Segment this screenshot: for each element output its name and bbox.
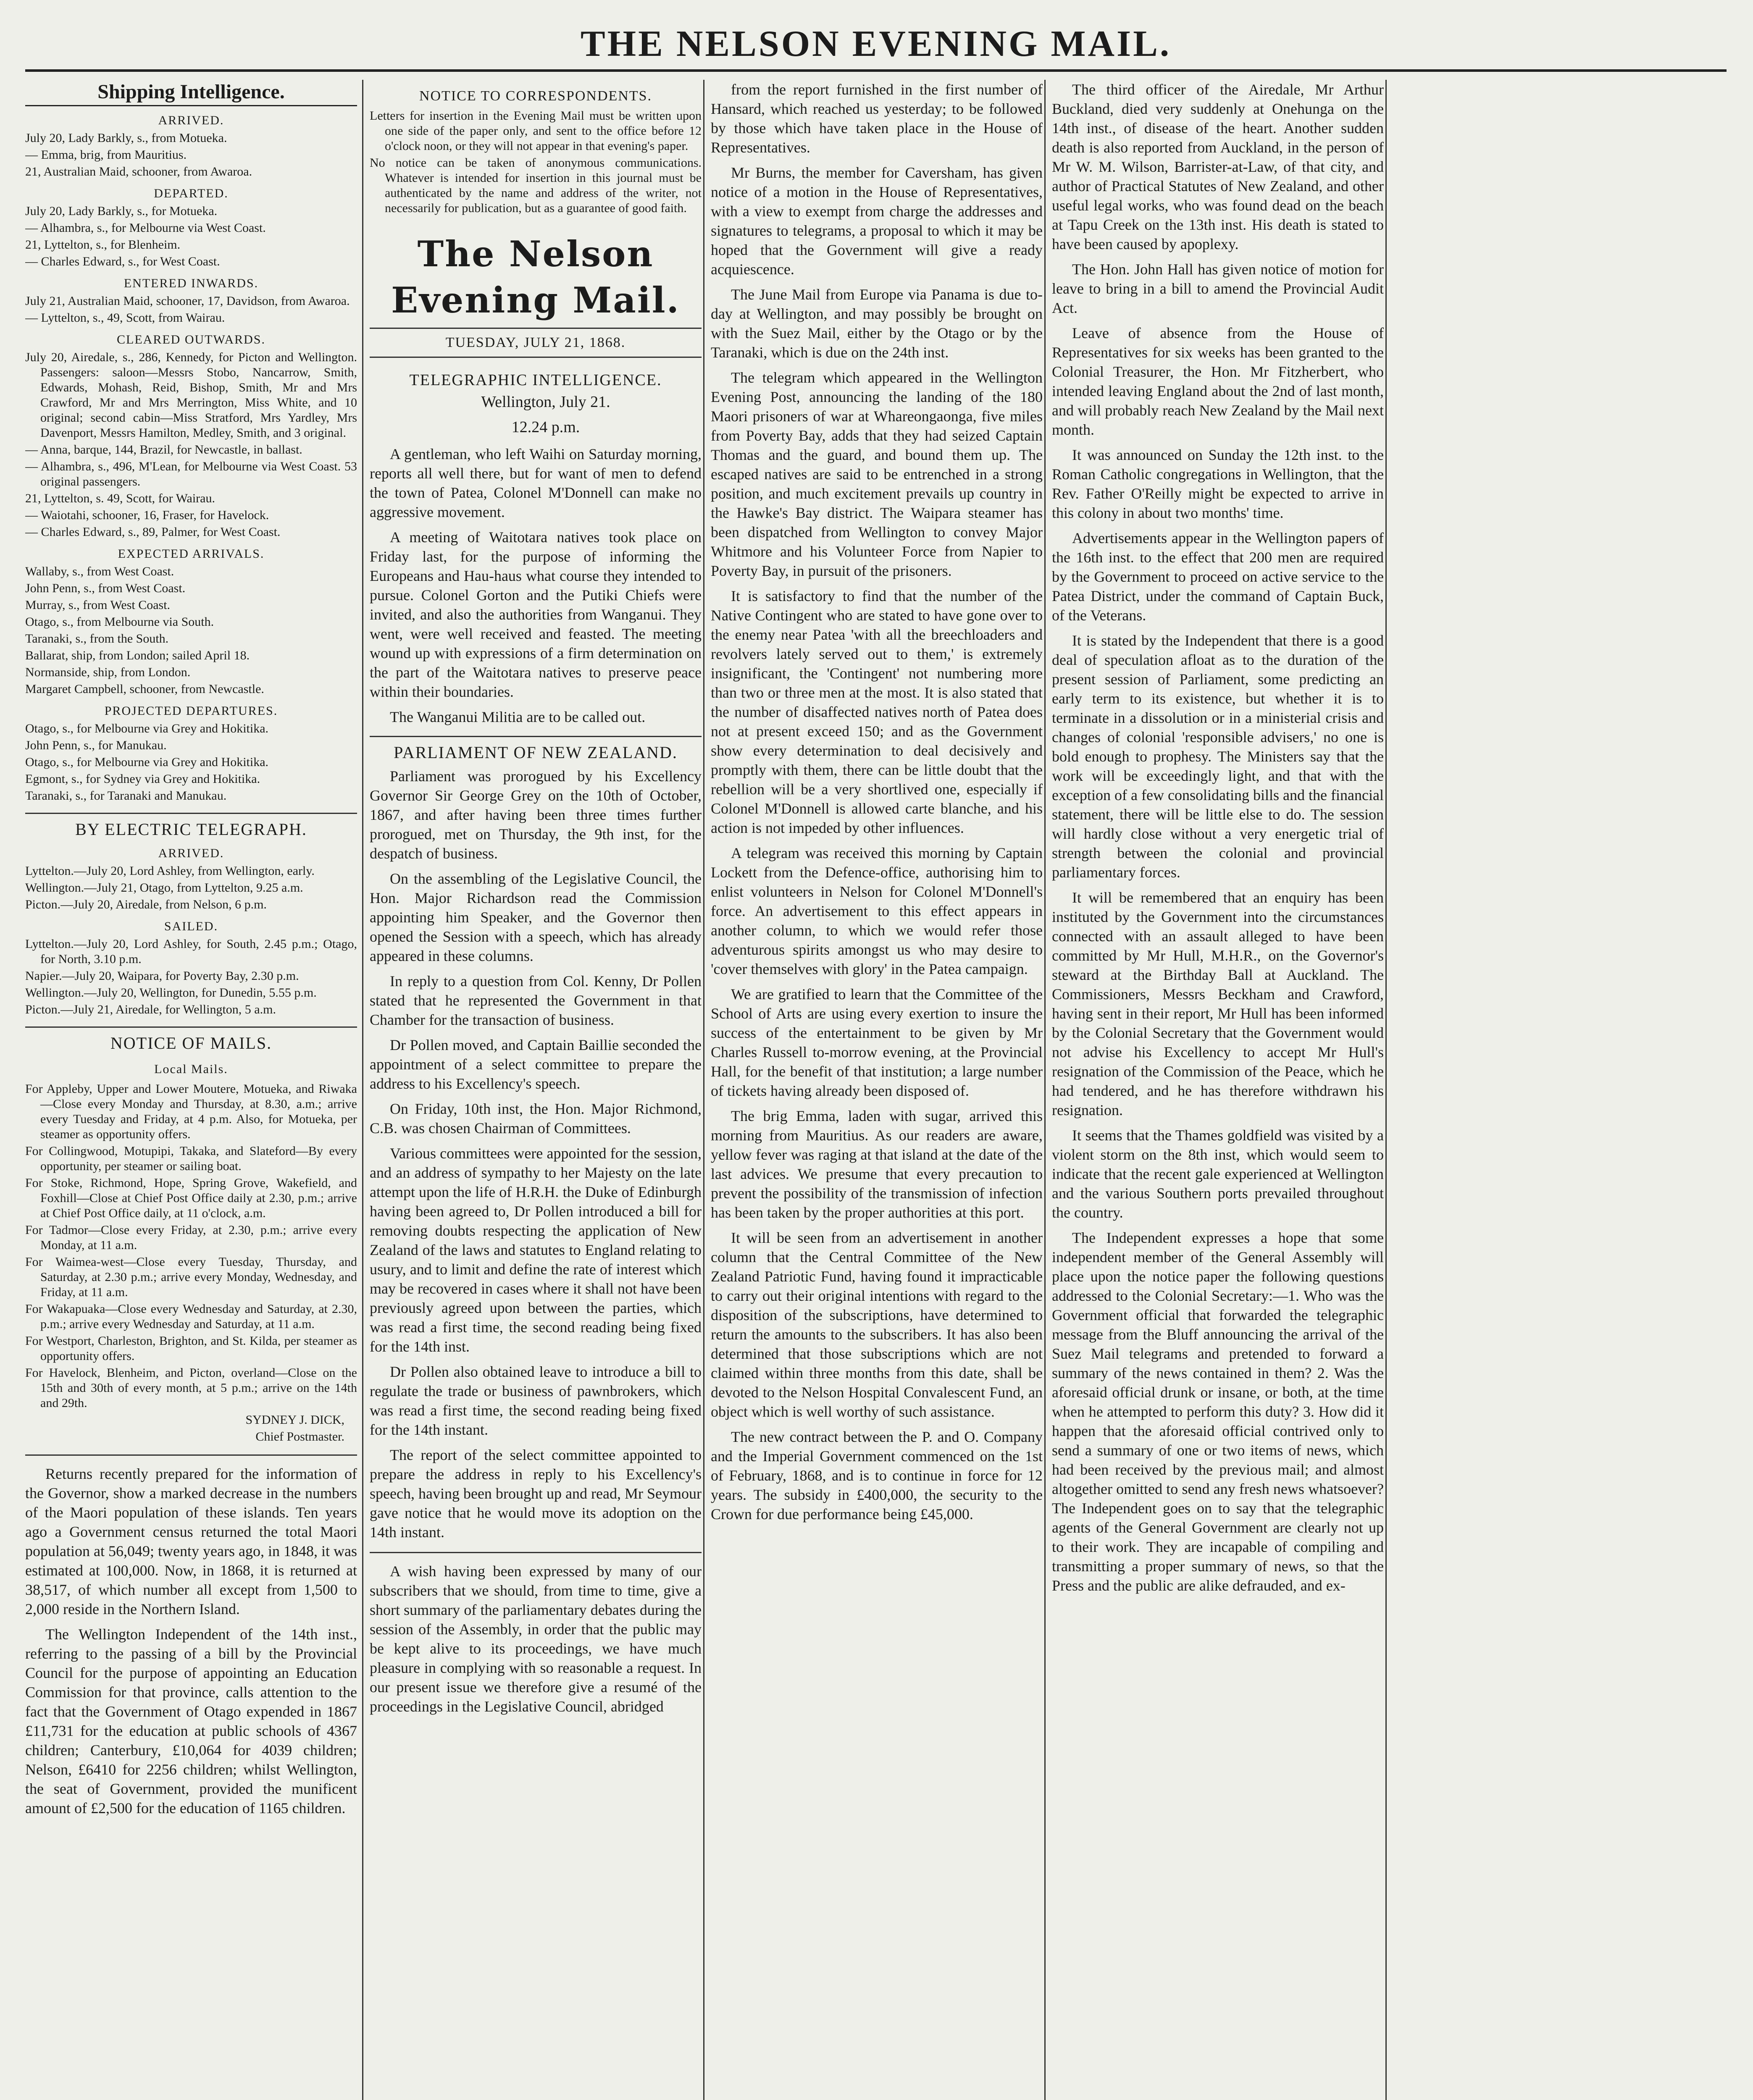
list-item: 21, Australian Maid, schooner, from Awaroa. bbox=[25, 165, 252, 178]
list-item: For Wakapuaka—Close every Wednesday and Saturday, at 2.30, p.m.; arrive every Wednesday and Saturday, at 11 a.m. bbox=[25, 1302, 357, 1331]
column-rule bbox=[1044, 80, 1046, 2100]
article-paragraph: It will be seen from an advertisement in another column that the Central Committee of the New Zealand Patriotic Fund, having found it impracticable to carry out their original intentions with regard to the disposition of the subscriptions, have determined to return the amounts to the subscribers. It has also been determined that those subscriptions which are not claimed within three months from this date, shall be devoted to the Nelson Hospital Convalescent Fund, an object which is well worthy of such assistance. bbox=[711, 1229, 1043, 1420]
list-item: — Charles Edward, s., 89, Palmer, for West Coast. bbox=[25, 525, 281, 539]
mails-list bbox=[25, 1082, 357, 1411]
article-paragraph: It is satisfactory to find that the number of the Native Contingent who are stated to have gone over to the enemy near Patea 'with all the breechloaders and revolvers lately served out to them,' is extremely insignificant, the 'Contingent' not numbering more than two or three men at the most. It is also stated that the number of disaffected natives north of Patea does not at present exceed 150; and as the Government show every determination to deal decisively and promptly with them, there can be little doubt that the rebellion will be a very shortlived one, especially if Colonel M'Donnell is allowed carte blanche, and his action is not impeded by other influences. bbox=[711, 588, 1043, 836]
list-item: Margaret Campbell, schooner, from Newcastle. bbox=[25, 682, 264, 696]
wish-paragraph: A wish having been expressed by many of our subscribers that we should, from time to time, give a short summary of the parliamentary debates during the session of the Assembly, in order that the public may be kept alive to its proceedings, we have much pleasure in complying with so reasonable a request. In our present issue we therefore give a resumé of the proceedings in the Legislative Council, abridged bbox=[370, 1563, 702, 1715]
list-item: Murray, s., from West Coast. bbox=[25, 598, 171, 612]
divider bbox=[25, 1454, 357, 1456]
list-item: — Waiotahi, schooner, 16, Fraser, for Havelock. bbox=[25, 508, 269, 522]
electric-title: BY ELECTRIC TELEGRAPH. bbox=[25, 813, 357, 839]
article-paragraph: It will be remembered that an enquiry has been instituted by the Government into the circumstances connected with an assault alleged to have been committed by Mr Hull, M.H.R., on the Governor's steward at the Birthday Ball at Auckland. The Commissioners, Messrs Beckham and Crawford, having sent in their report, Mr Hull has been informed by the Colonial Secretary that the Government would not advise his Excellency to accept Mr Hull's resignation of the Commission of the Peace, which he had tendered, and he has therefore withdrawn his resignation. bbox=[1052, 889, 1384, 1118]
list-item: Otago, s., for Melbourne via Grey and Hokitika. bbox=[25, 722, 269, 735]
list-item: For Westport, Charleston, Brighton, and St. Kilda, per steamer as opportunity offers. bbox=[25, 1334, 357, 1363]
signature: SYDNEY J. DICK, bbox=[245, 1413, 344, 1427]
section-heading: DEPARTED. bbox=[154, 186, 229, 200]
parliament-title: PARLIAMENT OF NEW ZEALAND. bbox=[370, 736, 702, 762]
telegraphic-body bbox=[370, 444, 702, 727]
list-item: Picton.—July 20, Airedale, from Nelson, 6 p.m. bbox=[25, 898, 267, 911]
list-item: For Stoke, Richmond, Hope, Spring Grove, Wakefield, and Foxhill—Close at Chief Post Office daily at 2.30, p.m.; arrive at Chief Post Office daily, at 11 o'clock, a.m. bbox=[25, 1176, 357, 1220]
notice-title: NOTICE TO CORRESPONDENTS. bbox=[419, 88, 652, 104]
article-paragraph: Returns recently prepared for the information of the Governor, show a marked decrease in the numbers of the Maori population of these islands. Ten years ago a Government census returned the total Maori population at 56,049; twenty years ago, in 1848, it was estimated at 100,000. Now, in 1868, it is returned at 38,517, of which number all except from 1,500 to 2,000 reside in the Northern Island. bbox=[25, 1465, 357, 1617]
list-item: — Emma, brig, from Mauritius. bbox=[25, 148, 187, 162]
list-item: Wallaby, s., from West Coast. bbox=[25, 564, 174, 578]
electric-sections bbox=[25, 846, 357, 1017]
notice-body bbox=[370, 108, 702, 216]
masthead bbox=[25, 23, 1727, 72]
column-2 bbox=[370, 80, 702, 2100]
article-paragraph: It is stated by the Independent that there is a good deal of speculation afloat as to the duration of the present session of Parliament, some predicting an early term to its existence, but whether it is to terminate in a dissolution or in a ministerial crisis and changes of colonial 'responsible advisers,' no one is bold enough to prophesy. The Ministers say that the work will be exceedingly light, and that with the exception of a few consolidating bills and the financial statement, there will be little else to do. The session will hardly close without a very energetic trial of strength between the colonial and provincial parliamentary forces. bbox=[1052, 632, 1384, 881]
list-item: Wellington.—July 20, Wellington, for Dunedin, 5.55 p.m. bbox=[25, 986, 317, 1000]
list-item: Egmont, s., for Sydney via Grey and Hokitika. bbox=[25, 772, 260, 786]
list-item: Otago, s., for Melbourne via Grey and Hokitika. bbox=[25, 755, 269, 769]
list-item: — Charles Edward, s., for West Coast. bbox=[25, 255, 220, 268]
article-paragraph: Advertisements appear in the Wellington papers of the 16th inst. to the effect that 200 men are required by the Government to proceed on active service to the Patea District, under the command of Captain Buck, of the Veterans. bbox=[1052, 530, 1384, 624]
shipping-title: Shipping Intelligence. bbox=[25, 82, 357, 106]
list-item: — Lyttelton, s., 49, Scott, from Wairau. bbox=[25, 311, 225, 325]
column-rule bbox=[1385, 80, 1387, 2100]
article-paragraph: A meeting of Waitotara natives took place on Friday last, for the purpose of informing the Europeans and Hau-haus what course they intended to pursue. Colonel Gorton and the Putiki Chiefs were invited, and also the authorities from Wanganui. They went, were well received and feasted. The meeting wound up with expressions of a firm determination on the part of the Waitotara natives to preserve peace within their boundaries. bbox=[370, 529, 702, 700]
list-item: July 20, Lady Barkly, s., for Motueka. bbox=[25, 204, 218, 218]
article-paragraph: The third officer of the Airedale, Mr Arthur Buckland, died very suddenly at Onehunga on the 14th inst., of disease of the heart. Another sudden death is also reported from Auckland, in the person of Mr W. M. Wilson, Barrister-at-Law, of that city, and author of Practical Statutes of New Zealand, and other useful legal works, who was found dead on the beach at Tapu Creek on the 13th inst. His death is stated to have been caused by apoplexy. bbox=[1052, 81, 1384, 252]
section-heading: ARRIVED. bbox=[158, 113, 224, 127]
column-1-articles bbox=[25, 1464, 357, 1818]
article-paragraph: On the assembling of the Legislative Council, the Hon. Major Richardson read the Commission appointing him Speaker, and the Governor then opened the Session with a speech, which has already appeared in these columns. bbox=[370, 870, 702, 964]
section-heading: EXPECTED ARRIVALS. bbox=[118, 547, 265, 561]
list-item: July 21, Australian Maid, schooner, 17, Davidson, from Awaroa. bbox=[25, 294, 350, 308]
article-paragraph: Parliament was prorogued by his Excellency Governor Sir George Grey on the 10th of October, 1867, and after having been three times further prorogued, met on Thursday, the 9th inst, for the despatch of business. bbox=[370, 768, 702, 862]
column-4 bbox=[1052, 80, 1384, 2100]
list-item: For Waimea-west—Close every Tuesday, Thursday, and Saturday, at 2.30 p.m.; arrive every Monday, Wednesday, and Friday, at 11 a.m. bbox=[25, 1255, 357, 1299]
article-paragraph: The Wellington Independent of the 14th inst., referring to the passing of a bill by the Provincial Council for the purpose of appointing an Education Commission for that province, calls attention to the fact that the Government of Otago expended in 1867 £11,731 for the education at public schools of 4367 children; Canterbury, £10,064 for 4039 children; Nelson, £6410 for 2256 children; whilst Wellington, the seat of Government, provided the munificent amount of £2,500 for the education of 1165 children. bbox=[25, 1626, 357, 1816]
article-paragraph: from the report furnished in the first number of Hansard, which reached us yesterday; to be followed by those which have taken place in the House of Representatives. bbox=[711, 81, 1043, 156]
list-item: For Appleby, Upper and Lower Moutere, Motueka, and Riwaka—Close every Monday and Thursday, at 8.30, a.m.; arrive every Tuesday and Friday, at 4 p.m. Also, for Motueka, per steamer as opportunity offers. bbox=[25, 1082, 357, 1141]
column-rule bbox=[362, 80, 363, 2100]
list-item: — Anna, barque, 144, Brazil, for Newcastle, in ballast. bbox=[25, 443, 302, 457]
article-paragraph: On Friday, 10th inst, the Hon. Major Richmond, C.B. was chosen Chairman of Committees. bbox=[370, 1100, 702, 1137]
list-item: Lyttelton.—July 20, Lord Ashley, from Wellington, early. bbox=[25, 864, 315, 878]
list-item: July 20, Airedale, s., 286, Kennedy, for Picton and Wellington. Passengers: saloon—Messrs Stobo, Nancarrow, Smith, Edwards, Mohash, Reid, Bishop, Smith, Mr and Mrs Crawford, Mr and Mrs Merrington, Miss White, and 10 original; second cabin—Miss Stratford, Mrs Yardley, Mrs Davenport, Messrs Hamilton, Medley, Smith, and 3 original. bbox=[25, 350, 357, 440]
column-3-articles bbox=[711, 80, 1043, 1524]
article-paragraph: A gentleman, who left Waihi on Saturday morning, reports all well there, but for want of men to defend the town of Patea, Colonel M'Donnell can make no aggressive movement. bbox=[370, 446, 702, 520]
list-item: July 20, Lady Barkly, s., from Motueka. bbox=[25, 131, 227, 145]
list-item: Wellington.—July 21, Otago, from Lyttelton, 9.25 a.m. bbox=[25, 881, 303, 895]
article-paragraph: It seems that the Thames goldfield was visited by a violent storm on the 8th inst, which would seem to indicate that the recent gale experienced at Wellington and the various Southern ports prevailed throughout the country. bbox=[1052, 1127, 1384, 1221]
divider bbox=[370, 1552, 702, 1553]
list-item: Taranaki, s., for Taranaki and Manukau. bbox=[25, 789, 227, 803]
masthead-title: THE NELSON EVENING MAIL. bbox=[580, 24, 1171, 64]
article-paragraph: The new contract between the P. and O. Company and the Imperial Government commenced on the 1st of February, 1868, and is to continue in force for 12 years. The subsidy in £400,000, the security to the Crown for due performance being £45,000. bbox=[711, 1428, 1043, 1522]
article-paragraph: We are gratified to learn that the Committee of the School of Arts are using every exertion to insure the success of the entertainment to be given by Mr Charles Russell to-morrow evening, at the Provincial Hall, for the benefit of that institution; a large number of tickets having already been disposed of. bbox=[711, 986, 1043, 1099]
list-item: — Alhambra, s., 496, M'Lean, for Melbourne via West Coast. 53 original passengers. bbox=[25, 459, 357, 488]
article-paragraph: Mr Burns, the member for Caversham, has given notice of a motion in the House of Representatives, with a view to exempt from charge the addresses and signatures to telegrams, a proposal to which it may be hoped that the Government will give a ready acquiescence. bbox=[711, 164, 1043, 278]
article-paragraph: It was announced on Sunday the 12th inst. to the Roman Catholic congregations in Wellington, that the Rev. Father O'Reilly might be expected to arrive in this colony in about two months' time. bbox=[1052, 446, 1384, 521]
list-item: John Penn, s., from West Coast. bbox=[25, 581, 186, 595]
column-1 bbox=[25, 80, 357, 2100]
article-paragraph: Leave of absence from the House of Representatives for six weeks has been granted to the Colonial Treasurer, the Hon. Mr Fitzherbert, who intended leaving England about the 2nd of last month, and will probably reach New Zealand by the Mail next month. bbox=[1052, 325, 1384, 438]
list-item: For Tadmor—Close every Friday, at 2.30, p.m.; arrive every Monday, at 11 a.m. bbox=[25, 1223, 357, 1252]
article-paragraph: In reply to a question from Col. Kenny, Dr Pollen stated that he represented the Government in that Chamber for the transaction of business. bbox=[370, 973, 702, 1028]
article-paragraph: Dr Pollen moved, and Captain Baillie seconded the appointment of a select committee to prepare the address to his Excellency's speech. bbox=[370, 1037, 702, 1092]
article-paragraph: The brig Emma, laden with sugar, arrived this morning from Mauritius. As our readers are aware, yellow fever was raging at that island at the date of the last advices. We presume that every precaution to prevent the possibility of the transmission of infection has been taken by the proper authorities at this port. bbox=[711, 1108, 1043, 1221]
shipping-sections bbox=[25, 113, 357, 803]
paper-title: The Nelson Evening Mail. bbox=[391, 233, 680, 321]
notice-paragraph: Letters for insertion in the Evening Mail must be written upon one side of the paper only, and sent to the office before 12 o'clock noon, or they will not appear in that evening's paper. bbox=[370, 109, 702, 153]
list-item: For Collingwood, Motupipi, Takaka, and Slateford—By every opportunity, per steamer or sailing boat. bbox=[25, 1144, 357, 1173]
list-item: John Penn, s., for Manukau. bbox=[25, 738, 167, 752]
mails-title: NOTICE OF MAILS. bbox=[25, 1026, 357, 1053]
list-item: Taranaki, s., from the South. bbox=[25, 632, 169, 646]
section-heading: ENTERED INWARDS. bbox=[124, 276, 259, 290]
mails-subtitle: Local Mails. bbox=[154, 1062, 228, 1076]
list-item: Ballarat, ship, from London; sailed April 18. bbox=[25, 648, 250, 662]
article-paragraph: Dr Pollen also obtained leave to introduce a bill to regulate the trade or business of pawnbrokers, which was read a first time, the second reading being fixed for the 14th instant. bbox=[370, 1363, 702, 1438]
list-item: 21, Lyttelton, s., for Blenheim. bbox=[25, 238, 181, 252]
list-item: Napier.—July 20, Waipara, for Poverty Bay, 2.30 p.m. bbox=[25, 969, 299, 983]
column-3 bbox=[711, 80, 1043, 2100]
notice-paragraph: No notice can be taken of anonymous communications. Whatever is intended for insertion in this journal must be authenticated by the name and address of the writer, not necessarily for publication, but as a guarantee of good faith. bbox=[370, 156, 702, 215]
article-paragraph: The telegram which appeared in the Wellington Evening Post, announcing the landing of the 180 Maori prisoners of war at Whareongaonga, five miles from Poverty Bay, adds that they had seized Captain Thomas and the guard, and bound them up. The escaped natives are said to be entrenched in a strong position, and much excitement prevails up country in the Hawke's Bay district. The Waipara steamer has been dispatched from Wellington to convey Major Whitmore and his Volunteer Force from Napier to Poverty Bay, in pursuit of the prisoners. bbox=[711, 369, 1043, 579]
article-paragraph: The report of the select committee appointed to prepare the address in reply to his Excellency's speech, having been brought up and read, Mr Seymour gave notice that he would move its adoption on the 14th instant. bbox=[370, 1446, 702, 1541]
section-heading: CLEARED OUTWARDS. bbox=[117, 333, 265, 346]
section-heading: SAILED. bbox=[164, 919, 218, 933]
article-paragraph: The Wanganui Militia are to be called out. bbox=[390, 709, 646, 725]
parliament-body bbox=[370, 766, 702, 1542]
section-heading: PROJECTED DEPARTURES. bbox=[104, 704, 278, 718]
telegraphic-time: 12.24 p.m. bbox=[511, 418, 580, 436]
article-paragraph: Various committees were appointed for the session, and an address of sympathy to her Majesty on the late attempt upon the life of H.R.H. the Duke of Edinburgh having been agreed to, Dr Pollen introduced a bill for removing doubts respecting the application of New Zealand of the laws and statutes to England relating to usury, and to limit and define the rate of interest which may be recovered in cases where it shall not have been previously agreed upon between the parties, which was read a first time, the second reading being fixed for the 14th inst. bbox=[370, 1145, 702, 1355]
list-item: 21, Lyttelton, s. 49, Scott, for Wairau. bbox=[25, 491, 215, 505]
list-item: For Havelock, Blenheim, and Picton, overland—Close on the 15th and 30th of every month, at 5 p.m.; arrive on the 14th and 29th. bbox=[25, 1366, 357, 1410]
list-item: — Alhambra, s., for Melbourne via West Coast. bbox=[25, 221, 266, 235]
article-paragraph: The June Mail from Europe via Panama is due to-day at Wellington, and may possibly be brought on with the Suez Mail, either by the Otago or by the Taranaki, which is due on the 24th inst. bbox=[711, 286, 1043, 361]
article-paragraph: The Independent expresses a hope that some independent member of the General Assembly will place upon the notice paper the following questions addressed to the Colonial Secretary:—1. Who was the Government official that forwarded the telegraphic message from the Bluff announcing the arrival of the Suez Mail telegrams and pretended to forward a summary of the news contained in them? 2. Was the aforesaid official drunk or insane, or both, at the time when he attempted to perform this duty? 3. How did it happen that the aforesaid official contrived only to send a summary of one or two items of news, which had been received by the previous mail; and almost altogether omitted to send any fresh news whatsoever? The Independent goes on to say that the telegraphic agents of the General Government are clearly not up to their work. They are incapable of compiling and transmitting a proper summary of news, so that the Press and the public are alike defrauded, and ex- bbox=[1052, 1229, 1384, 1594]
signature-title: Chief Postmaster. bbox=[255, 1430, 344, 1444]
section-heading: ARRIVED. bbox=[158, 846, 224, 860]
dateline: TUESDAY, JULY 21, 1868. bbox=[370, 328, 702, 358]
list-item: Picton.—July 21, Airedale, for Wellington, 5 a.m. bbox=[25, 1003, 276, 1016]
list-item: Normanside, ship, from London. bbox=[25, 665, 191, 679]
article-paragraph: A telegram was received this morning by Captain Lockett from the Defence-office, authorising him to enlist volunteers in Nelson for Colonel M'Donnell's force. An advertisement to this effect appears in another column, to which we would refer those adventurous spirits amongst us who may desire to 'cover themselves with glory' in the Patea campaign. bbox=[711, 845, 1043, 977]
telegraphic-place: Wellington, July 21. bbox=[481, 393, 610, 411]
article-paragraph: The Hon. John Hall has given notice of motion for leave to bring in a bill to amend the Provincial Audit Act. bbox=[1052, 261, 1384, 316]
column-4-articles bbox=[1052, 80, 1384, 1595]
list-item: Lyttelton.—July 20, Lord Ashley, for South, 2.45 p.m.; Otago, for North, 3.10 p.m. bbox=[25, 937, 357, 966]
telegraphic-title: TELEGRAPHIC INTELLIGENCE. bbox=[409, 371, 662, 389]
column-rule bbox=[703, 80, 704, 2100]
list-item: Otago, s., from Melbourne via South. bbox=[25, 615, 214, 629]
